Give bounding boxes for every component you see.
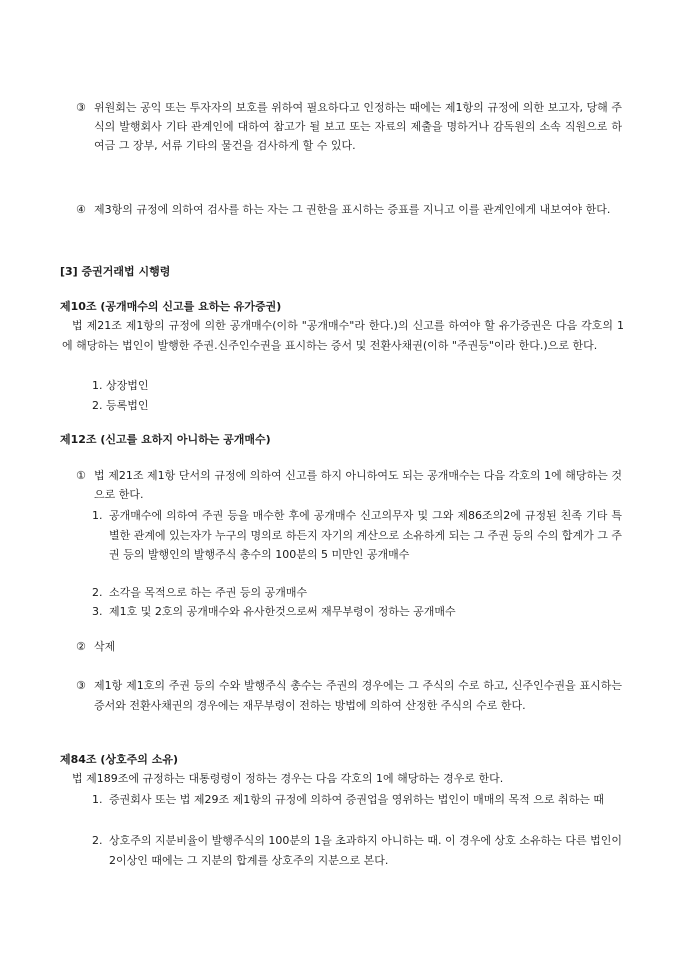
item-text: 공개매수에 의하여 주권 등을 매수한 후에 공개매수 신고의무자 및 그와 제86조의2에 규정된 친족 기타 특별한 관계에 있는자가 누구의 명의로 하든지 자기의 계산으로 소유하게 되는 그 주권 등의 수의 합계가 그 주권 등의 발행인의 발행주식 총수의 100분의 5 미만인 공개매수	[109, 509, 622, 561]
article-12-item-2	[92, 583, 622, 602]
item-text: 제1호 및 2호의 공개매수와 유사한것으로써 재무부령이 정하는 공개매수	[109, 605, 456, 618]
article-12-paragraph-1	[76, 466, 622, 504]
item-text: 상호주의 지분비율이 발행주식의 100분의 1을 초과하지 아니하는 때. 이 경우에 상호 소유하는 다른 법인이 2이상인 때에는 그 지분의 합계를 상호주의 지분으로 본다.	[109, 834, 622, 867]
section-title: [3] 증권거래법 시행령	[60, 265, 171, 278]
item-number: 2.	[92, 586, 103, 599]
paragraph-text: 제1항 제1호의 주권 등의 수와 발행주식 총수는 주권의 경우에는 그 주식의 수로 하고, 신주인수권을 표시하는 증서와 전환사채권의 경우에는 재무부령이 전하는 방법에 의하여 산정한 주식의 수로 한다.	[94, 679, 622, 712]
item-text: 소각을 목적으로 하는 주권 등의 공개매수	[109, 586, 308, 599]
item-text: 증권회사 또는 법 제29조 제1항의 규정에 의하여 증권업을 영위하는 법인이 매매의 목적 으로 취하는 때	[109, 793, 604, 806]
paragraph-3-inspection	[76, 98, 622, 155]
article-12-heading: 제12조 (신고를 요하지 아니하는 공개매수)	[60, 433, 271, 446]
article-84-item-1	[92, 790, 622, 810]
item-number: 1.	[92, 509, 103, 522]
article-10-heading: 제10조 (공개매수의 신고를 요하는 유가증권)	[60, 300, 282, 313]
article-12-item-3	[92, 602, 622, 621]
paragraph-text: 제3항의 규정에 의하여 검사를 하는 자는 그 권한을 표시하는 증표를 지니고 이를 관계인에게 내보여야 한다.	[94, 203, 611, 216]
paragraph-text: 법 제21조 제1항 단서의 규정에 의하여 신고를 하지 아니하여도 되는 공개매수는 다음 각호의 1에 해당하는 것으로 한다.	[94, 469, 622, 501]
article-12-paragraph-2	[76, 637, 622, 656]
paragraph-marker: ①	[76, 469, 86, 482]
article-12-item-1	[92, 506, 622, 565]
paragraph-marker: ④	[76, 203, 86, 216]
article-10-item-2: 2. 등록법인	[92, 399, 149, 412]
article-10-item-1: 1. 상장법인	[92, 379, 149, 392]
item-number: 1.	[92, 793, 103, 806]
paragraph-4-certificate	[76, 200, 622, 220]
item-number: 3.	[92, 605, 103, 618]
article-84-item-2	[92, 831, 622, 871]
article-84-heading: 제84조 (상호주의 소유)	[60, 753, 179, 766]
article-12-paragraph-3	[76, 676, 622, 716]
paragraph-marker: ③	[76, 679, 86, 692]
paragraph-text: 위원회는 공익 또는 투자자의 보호를 위하여 필요하다고 인정하는 때에는 제1항의 규정에 의한 보고자, 당해 주식의 발행회사 기타 관계인에 대하여 참고가 될 보고 또는 자료의 제출을 명하거나 감독원의 소속 직원으로 하여금 그 장부, 서류 기타의 물건을 검사하게 할 수 있다.	[94, 101, 622, 152]
article-84-text: 법 제189조에 규정하는 대통령령이 정하는 경우는 다음 각호의 1에 해당하는 경우로 한다.	[72, 772, 504, 785]
paragraph-text: 삭제	[94, 640, 116, 653]
paragraph-marker: ③	[76, 101, 86, 114]
article-10-text: 법 제21조 제1항의 규정에 의한 공개매수(이하 "공개매수"라 한다.)의 신고를 하여야 할 유가증권은 다음 각호의 1에 해당하는 법인이 발행한 주권.신주인수권을 표시하는 증서 및 전환사채권(이하 "주권등"이라 한다.)으로 한다.	[62, 319, 624, 352]
paragraph-marker: ②	[76, 640, 86, 653]
item-number: 2.	[92, 834, 103, 847]
